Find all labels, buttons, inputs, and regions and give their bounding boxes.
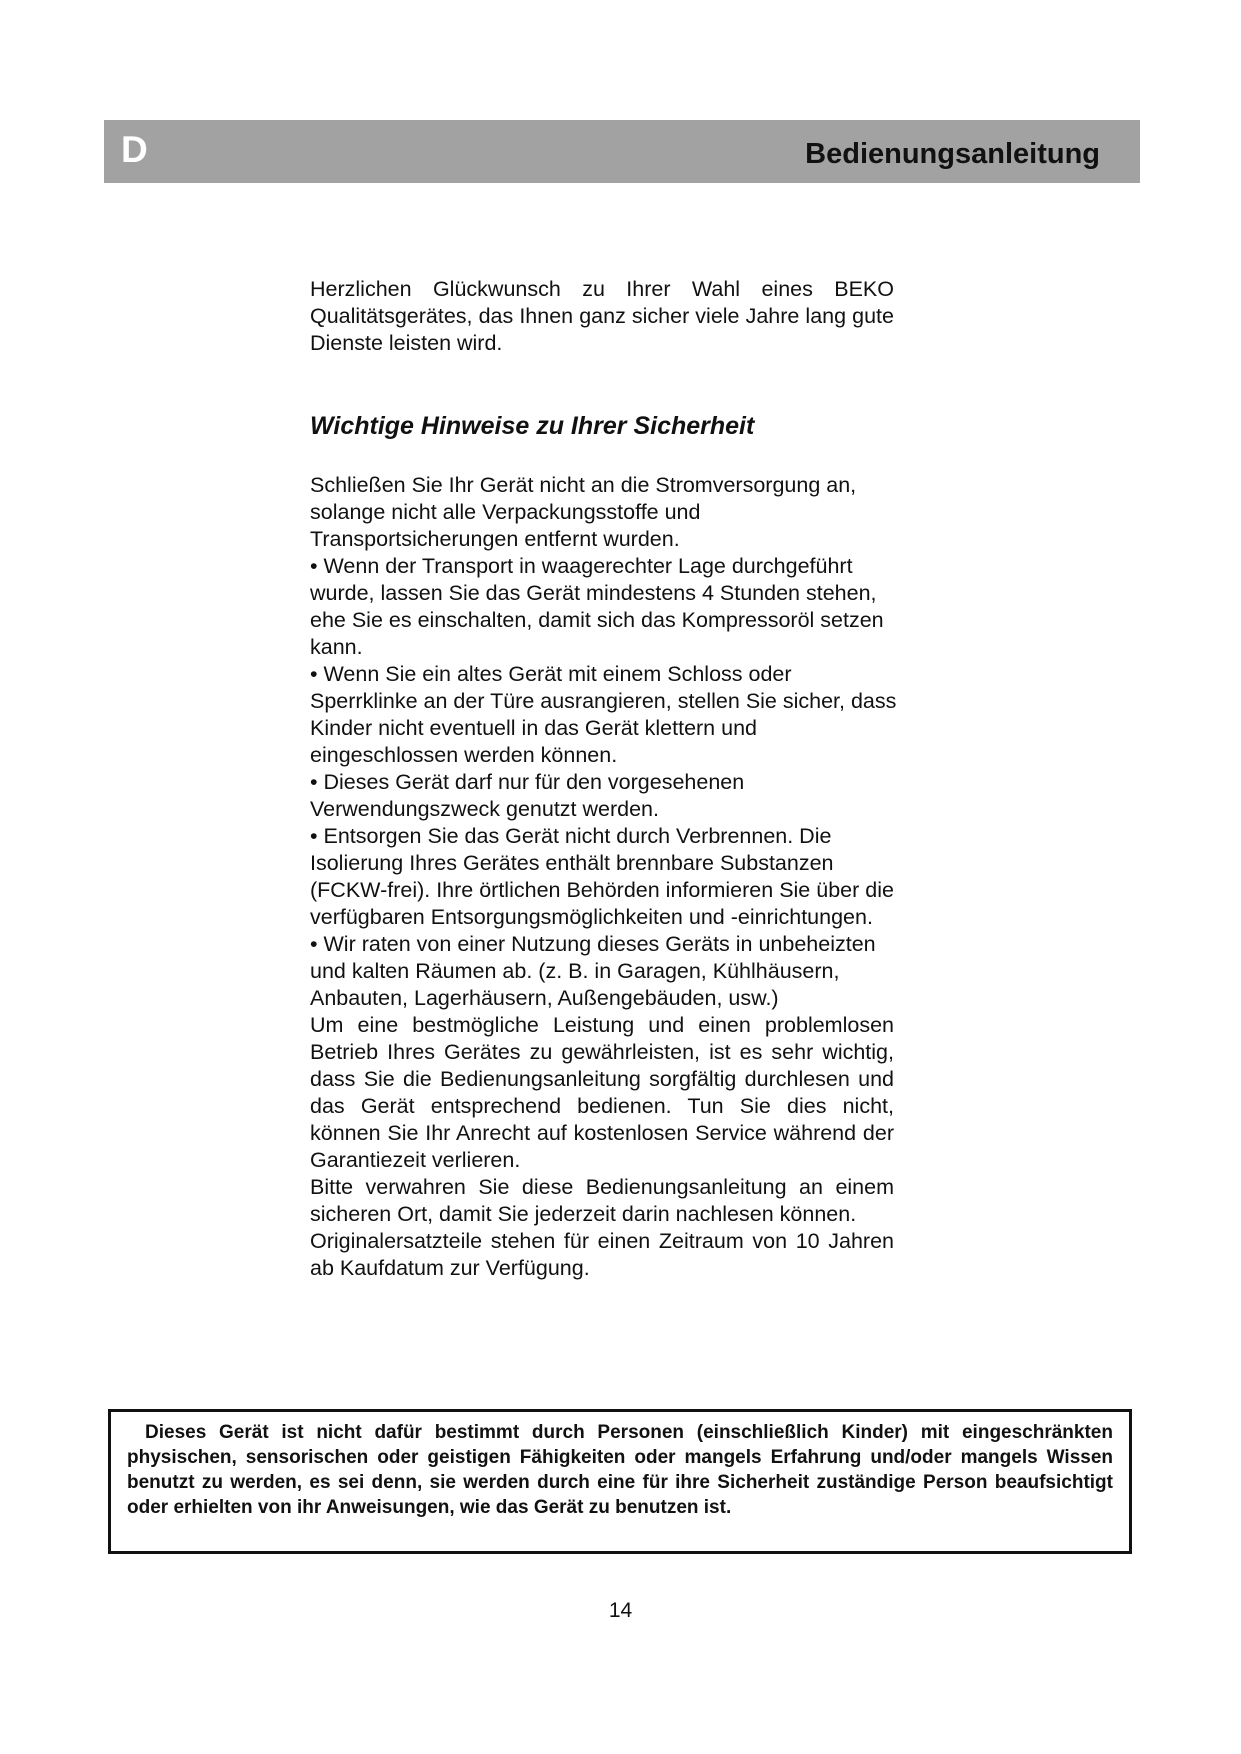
safety-paragraph: Bitte verwahren Sie diese Bedienungsanleitung an einem sicheren Ort, damit Sie jederzeit darin nachlesen können.	[310, 1175, 894, 1226]
intro-paragraph: Herzlichen Glückwunsch zu Ihrer Wahl eines BEKO Qualitätsgerätes, das Ihnen ganz sicher viele Jahre lang gute Dienste leisten wird.	[310, 277, 894, 355]
safety-paragraph: Originalersatzteile stehen für einen Zeitraum von 10 Jahren ab Kaufdatum zur Verfügung.	[310, 1229, 894, 1280]
main-content	[310, 276, 902, 1282]
safety-bullet: • Entsorgen Sie das Gerät nicht durch Verbrennen. Die Isolierung Ihres Gerätes enthält brennbare Substanzen (FCKW-frei). Ihre örtlichen Behörden informieren Sie über die verfügbaren Entsorgungsmöglichkeiten und -einrichtungen.	[310, 824, 894, 929]
safety-heading: Wichtige Hinweise zu Ihrer Sicherheit	[310, 412, 755, 440]
page-number: 14	[608, 1599, 633, 1622]
header-bar	[104, 120, 1140, 183]
safety-bullet: • Dieses Gerät darf nur für den vorgesehenen Verwendungszweck genutzt werden.	[310, 770, 745, 821]
safety-bullet: • Wenn der Transport in waagerechter Lage durchgeführt wurde, lassen Sie das Gerät mindestens 4 Stunden stehen, ehe Sie es einschalten, damit sich das Kompressoröl setzen kann.	[310, 554, 884, 659]
language-code: D	[121, 129, 148, 170]
safety-paragraph: Um eine bestmögliche Leistung und einen problemlosen Betrieb Ihres Gerätes zu gewährleisten, ist es sehr wichtig, dass Sie die Bedienungsanleitung sorgfältig durchlesen und das Gerät entsprechend bedienen. Tun Sie dies nicht, können Sie Ihr Anrecht auf kostenlosen Service während der Garantiezeit verlieren.	[310, 1013, 894, 1172]
safety-paragraph: Schließen Sie Ihr Gerät nicht an die Stromversorgung an, solange nicht alle Verpackungsstoffe und Transportsicherungen entfernt wurden.	[310, 473, 857, 551]
safety-bullet: • Wenn Sie ein altes Gerät mit einem Schloss oder Sperrklinke an der Türe ausrangieren, stellen Sie sicher, dass Kinder nicht eventuell in das Gerät klettern und eingeschlossen werden können.	[310, 662, 897, 767]
document-title: Bedienungsanleitung	[805, 138, 1100, 170]
safety-notice-box: Dieses Gerät ist nicht dafür bestimmt durch Personen (einschließlich Kinder) mit eingeschränkten physischen, sensorischen oder geistigen Fähigkeiten oder mangels Erfahrung und/oder mangels Wissen benutzt zu werden, es sei denn, sie werden durch eine für ihre Sicherheit zuständige Person beaufsichtigt oder erhielten von ihr Anweisungen, wie das Gerät zu benutzen ist.	[108, 1409, 1132, 1554]
safety-bullet: • Wir raten von einer Nutzung dieses Geräts in unbeheizten und kalten Räumen ab. (z. B. in Garagen, Kühlhäusern, Anbauten, Lagerhäusern, Außengebäuden, usw.)	[310, 932, 876, 1010]
